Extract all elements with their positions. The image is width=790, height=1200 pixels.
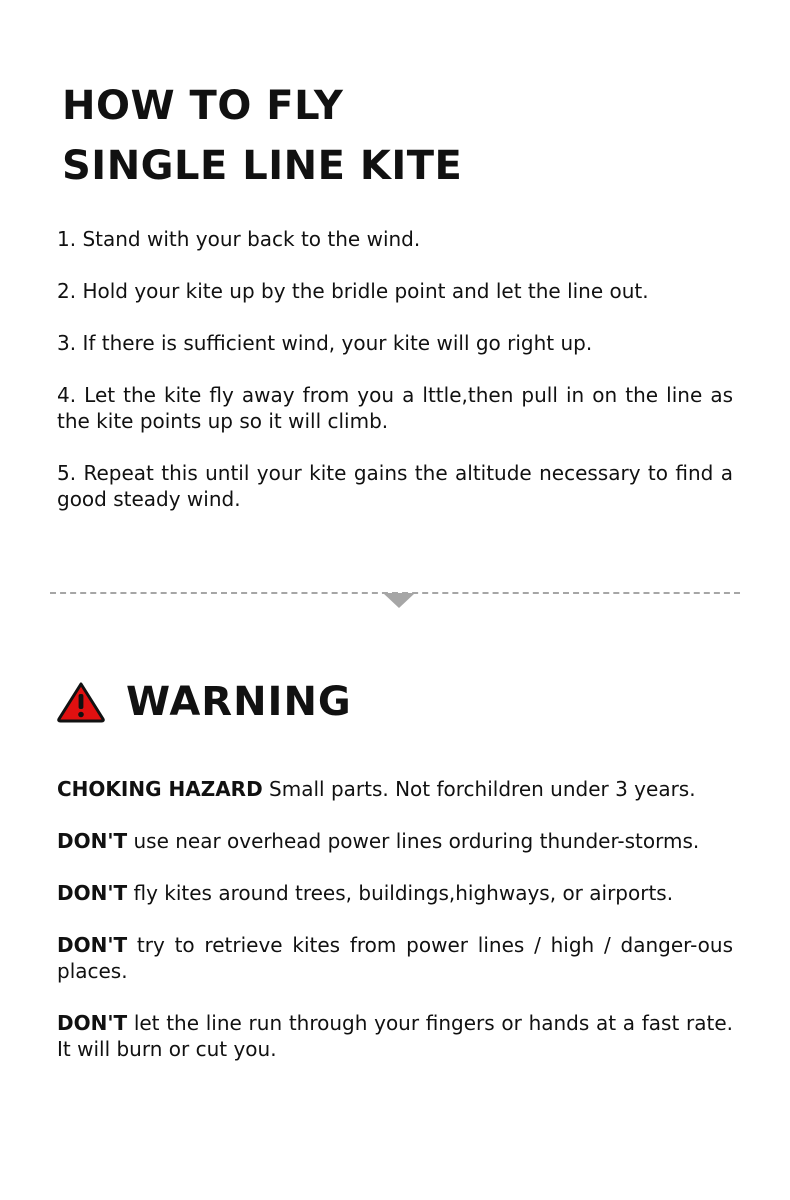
page-title xyxy=(62,76,462,196)
warning-item xyxy=(57,828,733,854)
warning-text: try to retrieve kites from power lines / high / danger-ous places. xyxy=(57,933,733,983)
warning-text: fly kites around trees, buildings,highways, or airports. xyxy=(127,881,674,905)
warning-label: DON'T xyxy=(57,933,128,957)
warning-header xyxy=(56,676,352,728)
warning-text: let the line run through your fingers or hands at a fast rate. It will burn or cut you. xyxy=(57,1011,733,1061)
warning-label: CHOKING HAZARD xyxy=(57,777,263,801)
title-line-1: HOW TO FLY xyxy=(62,83,344,129)
step-item: 5. Repeat this until your kite gains the altitude necessary to find a good steady wind. xyxy=(57,461,733,511)
step-item: 2. Hold your kite up by the bridle point and let the line out. xyxy=(57,279,649,303)
divider-pointer-icon xyxy=(383,593,415,608)
instruction-steps xyxy=(57,226,733,538)
warning-triangle-icon xyxy=(56,681,106,723)
warning-item xyxy=(57,776,733,802)
warning-label: DON'T xyxy=(57,829,128,853)
warning-item xyxy=(57,1010,733,1062)
step-item: 4. Let the kite fly away from you a lttle,then pull in on the line as the kite points up so it will climb. xyxy=(57,383,733,433)
warning-list xyxy=(57,776,733,1088)
step-item: 1. Stand with your back to the wind. xyxy=(57,227,421,251)
warning-item xyxy=(57,880,733,906)
warning-label: DON'T xyxy=(57,881,128,905)
warning-label: DON'T xyxy=(57,1011,128,1035)
warning-text: use near overhead power lines orduring thunder-storms. xyxy=(127,829,700,853)
title-line-2: SINGLE LINE KITE xyxy=(62,143,463,189)
warning-text: Small parts. Not forchildren under 3 years. xyxy=(262,777,696,801)
step-item: 3. If there is sufficient wind, your kite will go right up. xyxy=(57,331,593,355)
warning-title: WARNING xyxy=(126,679,352,725)
warning-item xyxy=(57,932,733,984)
